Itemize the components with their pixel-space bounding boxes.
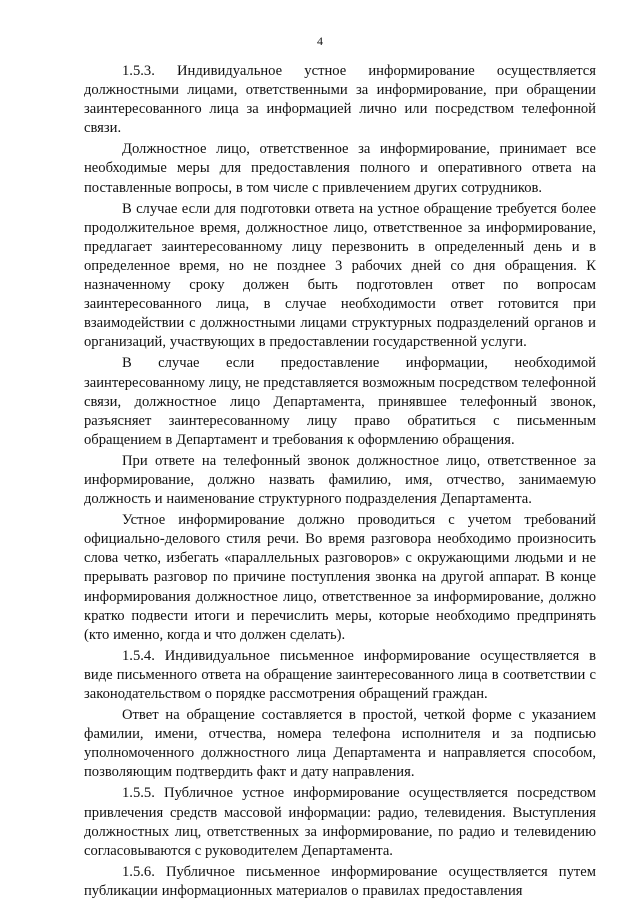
paragraph-1-5-4: 1.5.4. Индивидуальное письменное информирование осуществляется в виде письменного ответа на обращение заинтересованного лица в соответствии с законодательством о порядке рассмотрения обращений граждан.	[84, 647, 596, 702]
paragraph-written-answer-format: Ответ на обращение составляется в простой, четкой форме с указанием фамилии, имени, отчества, номера телефона исполнителя и за подписью уполномоченного должностного лица Департамента и направляется способом, позволяющим подтвердить факт и дату направления.	[84, 707, 596, 781]
document-body	[84, 62, 596, 903]
paragraph-phone-call-identification: При ответе на телефонный звонок должностное лицо, ответственное за информирование, должно назвать фамилию, имя, отчество, занимаемую должность и наименование структурного подразделения Департамента.	[84, 452, 596, 508]
paragraph-1-5-5: 1.5.5. Публичное устное информирование осуществляется посредством привлечения средств массовой информации: радио, телевидения. Выступления должностных лиц, ответственных за информирование, по радио и телевидению согласовываются с руководителем Департамента.	[84, 785, 596, 859]
page-number: 4	[317, 34, 323, 48]
paragraph-extended-answer-time: В случае если для подготовки ответа на устное обращение требуется более продолжительное время, должностное лицо, ответственное за информирование, предлагает заинтересованному лицу перезвонить в определенный день и в определенное время, но не позднее 3 рабочих дней со дня обращения. К назначенному сроку должен быть подготовлен ответ по вопросам заинтересованного лица, в случае необходимости ответ готовится при взаимодействии с должностными лицами структурных подразделений органов и организаций, участвующих в предоставлении государственной услуги.	[84, 200, 596, 351]
paragraph-written-request-explanation: В случае если предоставление информации, необходимой заинтересованному лицу, не представляется возможным посредством телефонной связи, должностное лицо Департамента, принявшее телефонный звонок, разъясняет заинтересованному лицу право обратиться с письменным обращением в Департамент и требования к оформлению обращения.	[84, 355, 596, 448]
paragraph-1-5-6: 1.5.6. Публичное письменное информирование осуществляется путем публикации информационных материалов о правилах предоставления	[84, 863, 596, 899]
paragraph-responsible-person-measures: Должностное лицо, ответственное за информирование, принимает все необходимые меры для предоставления полного и оперативного ответа на поставленные вопросы, в том числе с привлечением других сотрудников.	[84, 141, 596, 196]
paragraph-oral-information-style: Устное информирование должно проводиться с учетом требований официально-делового стиля речи. Во время разговора необходимо произносить слова четко, избегать «параллельных разговоров» с окружающими людьми и не прерывать разговор по причине поступления звонка на другой аппарат. В конце информирования должностное лицо, ответственное за информирование, должно кратко подвести итоги и перечислить меры, которые необходимо предпринять (кто именно, когда и что должен сделать).	[84, 512, 596, 643]
paragraph-1-5-3: 1.5.3. Индивидуальное устное информирование осуществляется должностными лицами, ответственными за информирование, при обращении заинтересованного лица за информацией лично или посредством телефонной связи.	[84, 63, 596, 137]
